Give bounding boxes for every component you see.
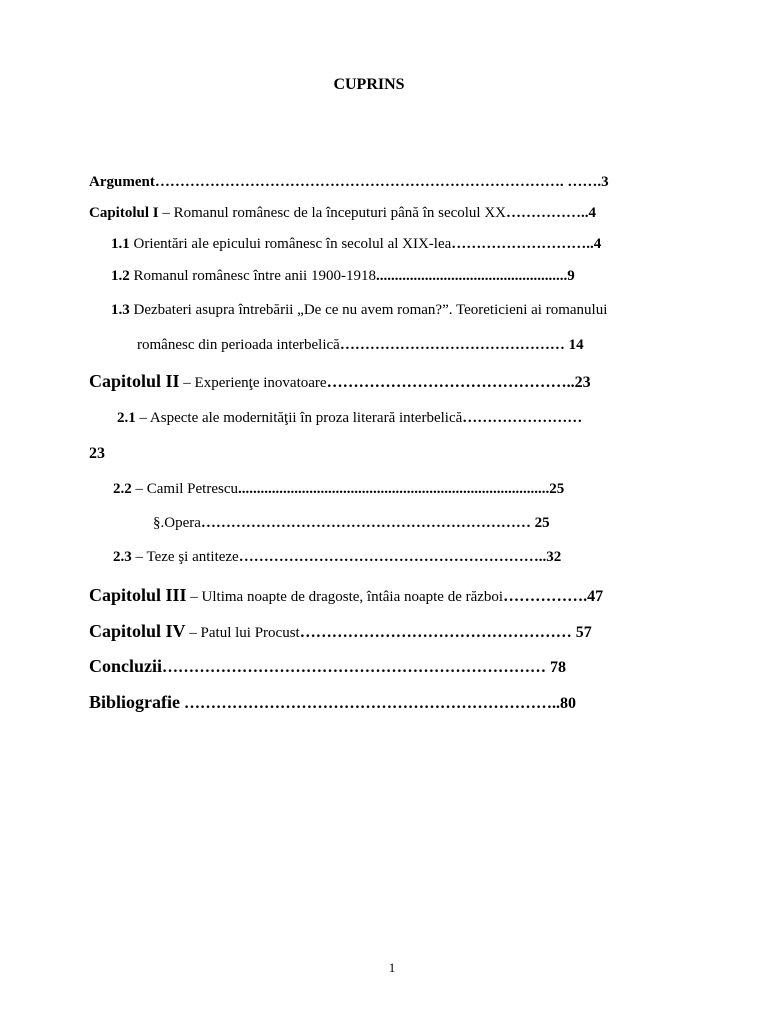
toc-entry-1-2 <box>111 268 575 285</box>
toc-entry-opera <box>153 515 550 532</box>
toc-text: – Ultima noapte de dragoste, întâia noapte de război <box>186 589 504 605</box>
toc-label: Concluzii <box>89 656 163 676</box>
toc-text: – Patul lui Procust <box>185 625 300 641</box>
toc-page-ref: ……………………………………… 14 <box>339 337 584 353</box>
toc-entry-1-1 <box>111 236 601 253</box>
toc-entry-chapter-3 <box>89 585 603 606</box>
toc-label: 2.1 <box>117 410 136 426</box>
toc-page-ref: ………………………………………………………………………. …….3 <box>154 174 609 190</box>
toc-entry-2-3 <box>113 549 561 566</box>
toc-text: Dezbateri asupra întrebării „De ce nu avem roman?”. Teoreticieni ai romanului <box>129 302 608 318</box>
toc-label: 2.3 <box>113 549 132 565</box>
toc-entry-2-1 <box>117 410 582 427</box>
toc-page-ref: ……………………………………………………………..80 <box>180 695 576 712</box>
toc-page-ref: ……………..4 <box>506 205 597 221</box>
toc-label: Capitolul II <box>89 371 180 391</box>
toc-text: românesc din perioada interbelică <box>137 337 340 353</box>
toc-label: 1.1 <box>111 236 130 252</box>
toc-page-ref: ……………………………………………………………… 78 <box>162 659 567 676</box>
toc-page-ref: ...................................................9 <box>375 268 575 284</box>
toc-page-ref: ………………………………………………………… 25 <box>200 515 550 531</box>
toc-page-ref: …………………… <box>462 410 583 426</box>
toc-page-ref: ………………………………………..23 <box>326 374 591 391</box>
toc-text: – Experienţe inovatoare <box>179 375 327 391</box>
toc-text: – Romanul românesc de la începuturi până în secolul XX <box>158 205 507 221</box>
toc-page-ref: ...................................................................................25 <box>237 481 565 497</box>
toc-text: – Camil Petrescu <box>131 481 238 497</box>
toc-entry-chapter-2 <box>89 371 591 392</box>
toc-label: 23 <box>89 445 105 462</box>
toc-entry-2-2 <box>113 481 564 498</box>
toc-label: Argument <box>89 174 155 190</box>
toc-label: Capitolul I <box>89 205 159 221</box>
toc-text: Orientări ale epicului românesc în secolul al XIX-lea <box>129 236 452 252</box>
toc-label: Bibliografie <box>89 692 180 712</box>
toc-text: – Aspecte ale modernităţii în proza literară interbelică <box>135 410 463 426</box>
toc-label: 1.3 <box>111 302 130 318</box>
toc-label: Capitolul III <box>89 585 187 605</box>
page-number: 1 <box>388 960 396 975</box>
toc-label: Capitolul IV <box>89 621 186 641</box>
toc-page-ref: ………………………..4 <box>451 236 602 252</box>
toc-label: 1.2 <box>111 268 130 284</box>
toc-entry-1-3-continued <box>137 337 584 354</box>
toc-entry-chapter-4 <box>89 621 592 642</box>
toc-entry-bibliografie <box>89 692 576 713</box>
toc-page-ref: …………….47 <box>503 588 604 605</box>
toc-page-ref: ……………………………………………………..32 <box>238 549 562 565</box>
toc-entry-1-3 <box>111 302 607 319</box>
toc-text: Romanul românesc între anii 1900-1918 <box>129 268 376 284</box>
page-title: CUPRINS <box>333 76 405 93</box>
toc-label: 2.2 <box>113 481 132 497</box>
toc-page-ref: …………………………………………… 57 <box>299 624 592 641</box>
toc-entry-chapter-1 <box>89 205 596 222</box>
toc-entry-argument <box>89 174 609 191</box>
toc-entry-concluzii <box>89 656 566 677</box>
toc-entry-2-1-page <box>89 445 105 463</box>
toc-text: – Teze şi antiteze <box>131 549 239 565</box>
toc-text: §.Opera <box>153 515 201 531</box>
